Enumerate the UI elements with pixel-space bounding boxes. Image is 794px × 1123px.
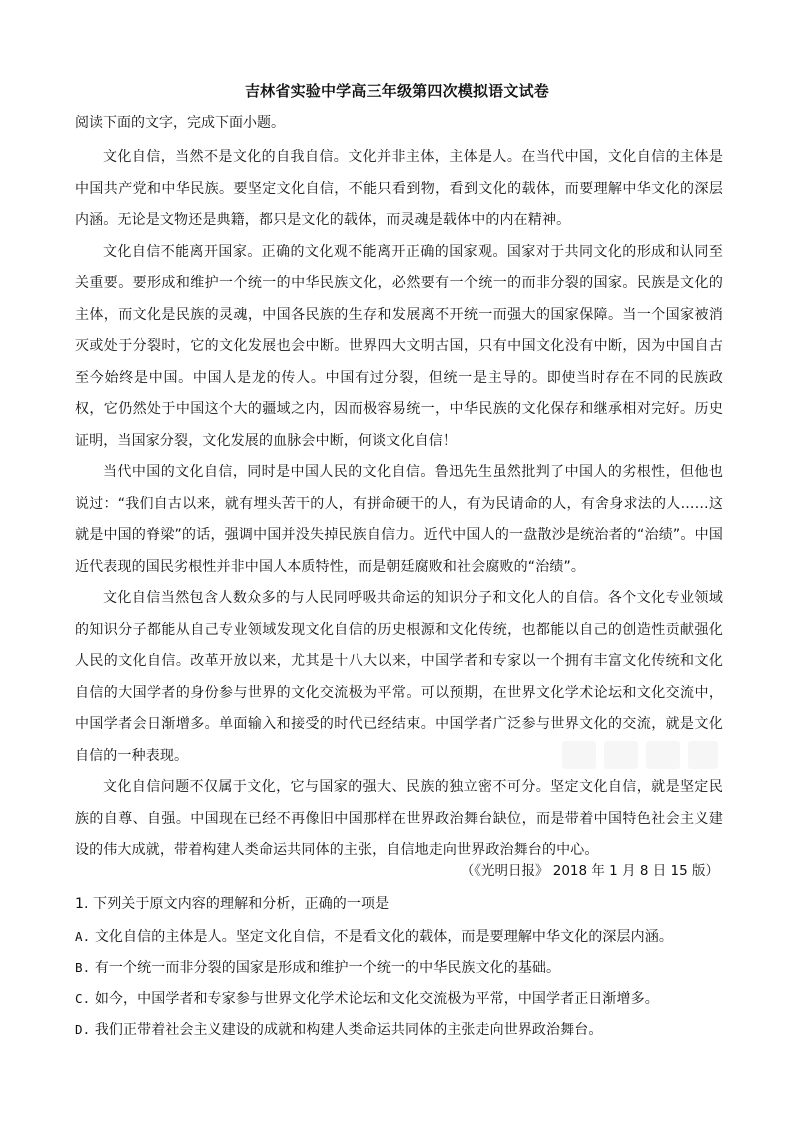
passage-paragraph-2: 文化自信不能离开国家。正确的文化观不能离开正确的国家观。国家对于共同文化的形成和认同至关重要。要形成和维护一个统一的中华民族文化，必然要有一个统一的而非分裂的国家。民族是文化的主体，而文化是民族的灵魂，中国各民族的生存和发展离不开统一而强大的国家保障。当一个国家被消灭或处于分裂时，它的文化发展也会中断。世界四大文明古国，只有中国文化没有中断，因为中国自古至今始终是中国。中国人是龙的传人。中国有过分裂，但统一是主导的。即使当时存在不同的民族政权，它仍然处于中国这个大的疆域之内，因而极容易统一，中华民族的文化保存和继承相对完好。历史证明，当国家分裂，文化发展的血脉会中断，何谈文化自信！ [75, 243, 723, 449]
passage-paragraph-5: 文化自信问题不仅属于文化，它与国家的强大、民族的独立密不可分。坚定文化自信，就是坚定民族的自尊、自强。中国现在已经不再像旧中国那样在世界政治舞台缺位，而是带着中国特色社会主义建设的伟大成就，带着构建人类命运共同体的主张，自信地走向世界政治舞台的中心。 [75, 779, 723, 858]
option-letter: A. [75, 929, 91, 944]
exam-title: 吉林省实验中学高三年级第四次模拟语文试卷 [244, 82, 549, 100]
passage-paragraph-3: 当代中国的文化自信，同时是中国人民的文化自信。鲁迅先生虽然批判了中国人的劣根性，但他也说过：“我们自古以来，就有埋头苦干的人，有拼命硬干的人，有为民请命的人，有舍身求法的人……这就是中国的脊梁”的话，强调中国并没失掉民族自信力。近代中国人的一盘散沙是统治者的“治绩”。中国近代表现的国民劣根性并非中国人本质特性，而是朝廷腐败和社会腐败的“治绩”。 [75, 464, 723, 575]
option-letter: B. [75, 960, 91, 975]
passage-paragraph-1: 文化自信，当然不是文化的自我自信。文化并非主体，主体是人。在当代中国，文化自信的主体是中国共产党和中华民族。要坚定文化自信，不能只看到物，看到文化的载体，而要理解中华文化的深层内涵。无论是文物还是典籍，都只是文化的载体，而灵魂是载体中的内在精神。 [75, 149, 723, 228]
option-d [75, 1019, 723, 1041]
option-a [75, 926, 723, 948]
question-stem: 1. 下列关于原文内容的理解和分析，正确的一项是 [75, 896, 390, 912]
option-text: 我们正带着社会主义建设的成就和构建人类命运共同体的主张走向世界政治舞台。 [94, 1022, 603, 1038]
option-text: 文化自信的主体是人。坚定文化自信，不是看文化的载体，而是要理解中华文化的深层内涵。 [94, 929, 673, 945]
option-letter: C. [75, 991, 91, 1006]
faint-watermark [560, 735, 720, 775]
passage-source: （《光明日报》 2018 年 1 月 8 日 15 版） [460, 863, 719, 879]
passage-paragraph-4: 文化自信当然包含人数众多的与人民同呼吸共命运的知识分子和文化人的自信。各个文化专业领域的知识分子都能从自己专业领域发现文化自信的历史根源和文化传统，也都能以自己的创造性贡献强化人民的文化自信。改革开放以来，尤其是十八大以来，中国学者和专家以一个拥有丰富文化传统和文化自信的大国学者的身份参与世界的文化交流极为平常。可以预期，在世界文化学术论坛和文化交流中，中国学者会日渐增多。单面输入和接受的时代已经结束。中国学者广泛参与世界文化的交流，就是文化自信的一种表现。 [75, 590, 723, 764]
option-b [75, 957, 723, 979]
reading-instruction: 阅读下面的文字，完成下面小题。 [75, 115, 285, 131]
option-letter: D. [75, 1022, 91, 1037]
option-c [75, 988, 723, 1010]
option-text: 有一个统一而非分裂的国家是形成和维护一个统一的中华民族文化的基础。 [94, 960, 561, 976]
option-text: 如今，中国学者和专家参与世界文化学术论坛和文化交流极为平常，中国学者正日渐增多。 [94, 991, 659, 1007]
